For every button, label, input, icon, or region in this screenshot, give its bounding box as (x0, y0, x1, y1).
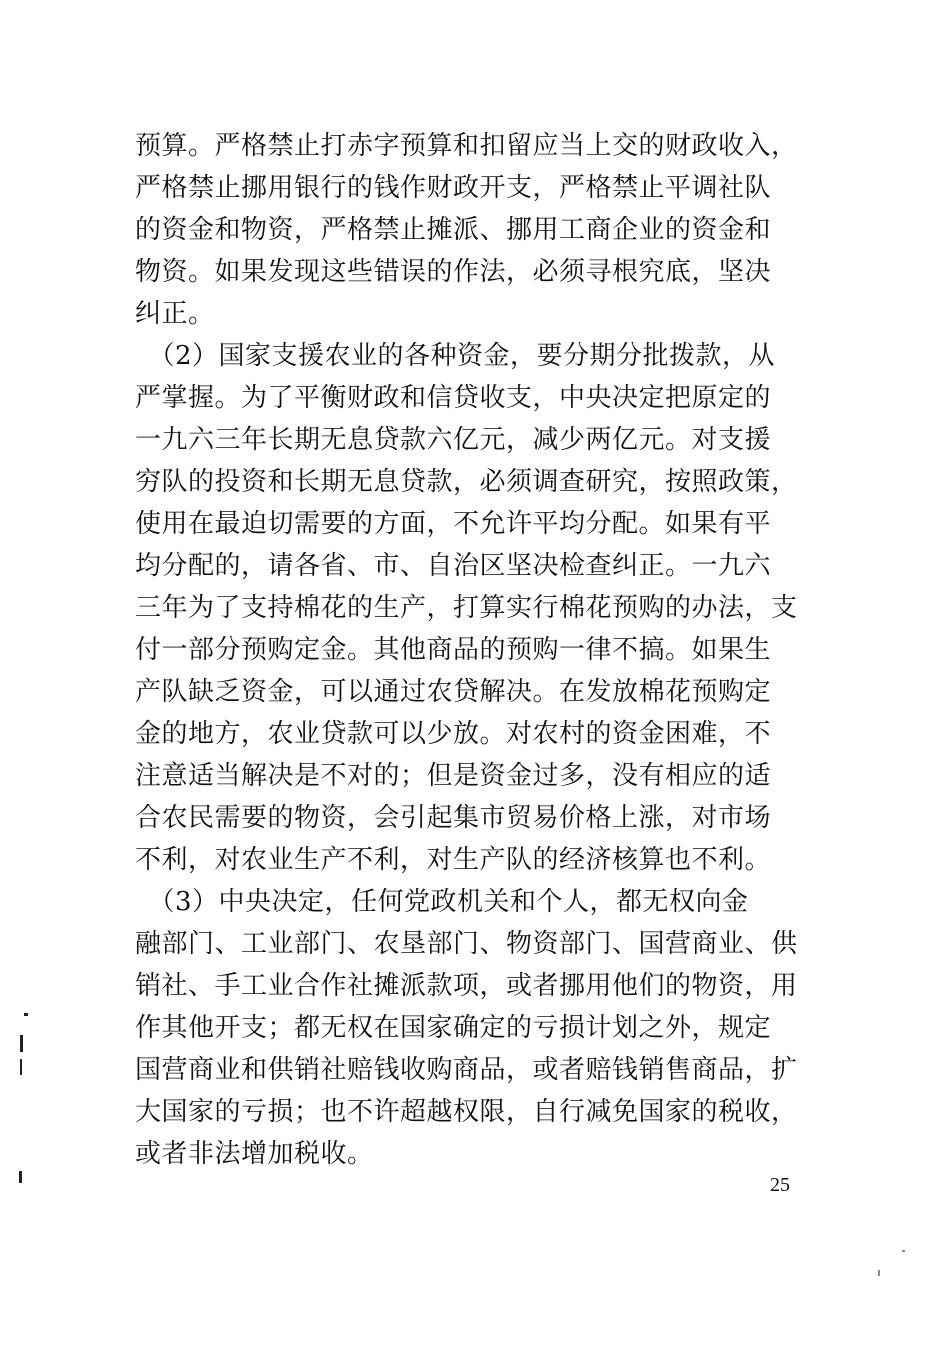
text-line: 融部门、工业部门、农垦部门、物资部门、国营商业、供 (135, 929, 798, 959)
text-line: 大国家的亏损；也不许超越权限，自行减免国家的税收， (135, 1097, 798, 1127)
text-line: 的资金和物资，严格禁止摊派、挪用工商企业的资金和 (135, 215, 772, 245)
text-line: 国营商业和供销社赔钱收购商品，或者赔钱销售商品，扩 (135, 1055, 798, 1085)
text-line: 纠正。 (135, 299, 215, 329)
scan-artifact (902, 1250, 905, 1252)
text-line: 销社、手工业合作社摊派款项，或者挪用他们的物资，用 (135, 971, 798, 1001)
text-line: 作其他开支；都无权在国家确定的亏损计划之外，规定 (135, 1013, 772, 1043)
text-line: 付一部分预购定金。其他商品的预购一律不搞。如果生 (135, 635, 772, 665)
text-line: 穷队的投资和长期无息贷款，必须调查研究，按照政策， (135, 467, 798, 497)
text-line: 合农民需要的物资，会引起集市贸易价格上涨，对市场 (135, 803, 772, 833)
body-text (135, 125, 825, 1175)
text-line: 物资。如果发现这些错误的作法，必须寻根究底，坚决 (135, 257, 772, 287)
text-line: 产队缺乏资金，可以通过农贷解决。在发放棉花预购定 (135, 677, 772, 707)
scan-artifact (878, 1270, 880, 1276)
scan-artifact (19, 1171, 22, 1183)
text-line: 注意适当解决是不对的；但是资金过多，没有相应的适 (135, 761, 772, 791)
scan-artifact (20, 1035, 23, 1052)
text-line: 均分配的，请各省、市、自治区坚决检查纠正。一九六 (135, 551, 772, 581)
text-line: 三年为了支持棉花的生产，打算实行棉花预购的办法，支 (135, 593, 798, 623)
text-line: 或者非法增加税收。 (135, 1139, 374, 1169)
scan-artifact (24, 1013, 28, 1016)
text-line: 严掌握。为了平衡财政和信贷收支，中央决定把原定的 (135, 383, 772, 413)
page-number: 25 (770, 1174, 790, 1196)
text-line: 预算。严格禁止打赤字预算和扣留应当上交的财政收入， (135, 131, 798, 161)
text-line: 使用在最迫切需要的方面，不允许平均分配。如果有平 (135, 509, 772, 539)
text-line: 金的地方，农业贷款可以少放。对农村的资金困难，不 (135, 719, 772, 749)
text-line: 不利，对农业生产不利，对生产队的经济核算也不利。 (135, 845, 772, 875)
text-line: （2）国家支援农业的各种资金，要分期分批拨款，从 (135, 341, 776, 371)
scan-artifact (20, 1059, 22, 1075)
text-line: 一九六三年长期无息贷款六亿元，减少两亿元。对支援 (135, 425, 772, 455)
text-line: 严格禁止挪用银行的钱作财政开支，严格禁止平调社队 (135, 173, 772, 203)
text-line: （3）中央决定，任何党政机关和个人，都无权向金 (135, 887, 749, 917)
